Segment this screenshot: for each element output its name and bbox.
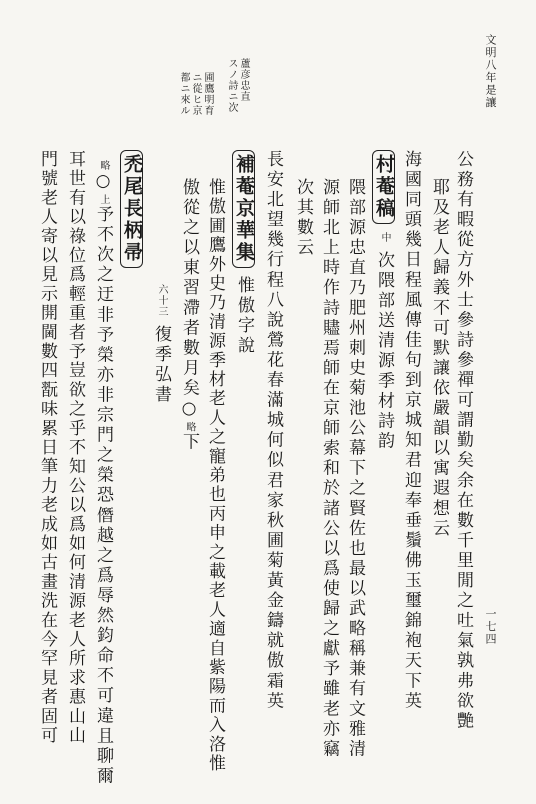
- omission-note: 略: [184, 421, 195, 433]
- text-column: [180, 178, 197, 740]
- text-column: [93, 160, 113, 787]
- column-text: 予不次之迂非予榮亦非宗門之榮恐僭越之爲辱然鈞命不可違且聊爾: [93, 205, 113, 787]
- note-right-line-2: スノ詩ニ次: [226, 58, 237, 113]
- position-note: 上: [98, 194, 109, 206]
- omission-note: 略: [98, 160, 109, 171]
- text-column: 耳世有以祿位爲輕重者予豈欲之乎不知公以爲如何清源老人所求惠山山: [65, 150, 85, 746]
- page-number: 一七四: [484, 608, 497, 646]
- omission-mark: ○: [93, 171, 113, 195]
- note-left-line-3: 都ニ來ル: [178, 72, 189, 116]
- section-title-box: 補菴京華集: [232, 150, 255, 268]
- note-right-line-1: 蘆彦忠直: [238, 58, 249, 102]
- note-left-line-1: 圃鷹明育: [202, 72, 213, 116]
- section-subtitle: 次隈部送清源季材詩韵: [374, 251, 394, 452]
- text-column: 耶及老人歸義不可默讓依嚴韻以寓遐想云: [429, 178, 449, 539]
- letter-number: 六十三: [156, 284, 167, 317]
- text-column: [152, 284, 169, 484]
- text-column: 長安北望幾行程八說鶯花春滿城何似君家秋圃菊黃金鑄就傲霜英: [263, 150, 283, 712]
- letter-title: 復季弘書: [151, 325, 171, 406]
- section-subtitle: 惟傲字說: [234, 276, 254, 357]
- omission-mark: ○: [179, 398, 199, 422]
- text-column: 源師北上時作詩贐焉師在京師索和於諸公以爲使歸之獻予雖老亦竊: [319, 178, 339, 760]
- column-end: 下: [179, 432, 199, 453]
- text-column: 惟傲圃鷹外史乃清源季材老人之寵弟也丙申之載老人適自紫陽而入洛惟: [205, 178, 225, 774]
- text-column: 門號老人寄以見示開閫數四翫味累日筆力老成如古畫洗在今罕見者固可: [37, 150, 57, 746]
- section-heading-row: [232, 150, 255, 550]
- text-column: 次其數云: [293, 178, 313, 259]
- section-volume-mark: 中: [379, 232, 390, 243]
- text-column: 公務有暇從方外士參詩參禪可謂勤矣余在數千里閒之吐氣孰弗欲艷: [453, 150, 473, 732]
- section-heading-row: [372, 150, 395, 550]
- section-heading-row: [120, 150, 143, 350]
- text-column: 海國同頭幾日程風傳佳句到京城知君迎奉垂鬚佛玉璽錦袍天下英: [401, 150, 421, 712]
- running-title: 文明八年是讓: [484, 34, 497, 109]
- text-column: 隈部源忠直乃肥州刺史菊池公幕下之賢佐也最以武略稱兼有文雅清: [345, 178, 365, 760]
- section-title-box: 村菴稿: [372, 150, 395, 224]
- column-text: 傲從之以東習滯者數月矣: [179, 178, 199, 399]
- section-title-box: 禿尾長柄帚: [120, 150, 143, 268]
- note-left-line-2: ニ從ヒ京: [190, 72, 201, 116]
